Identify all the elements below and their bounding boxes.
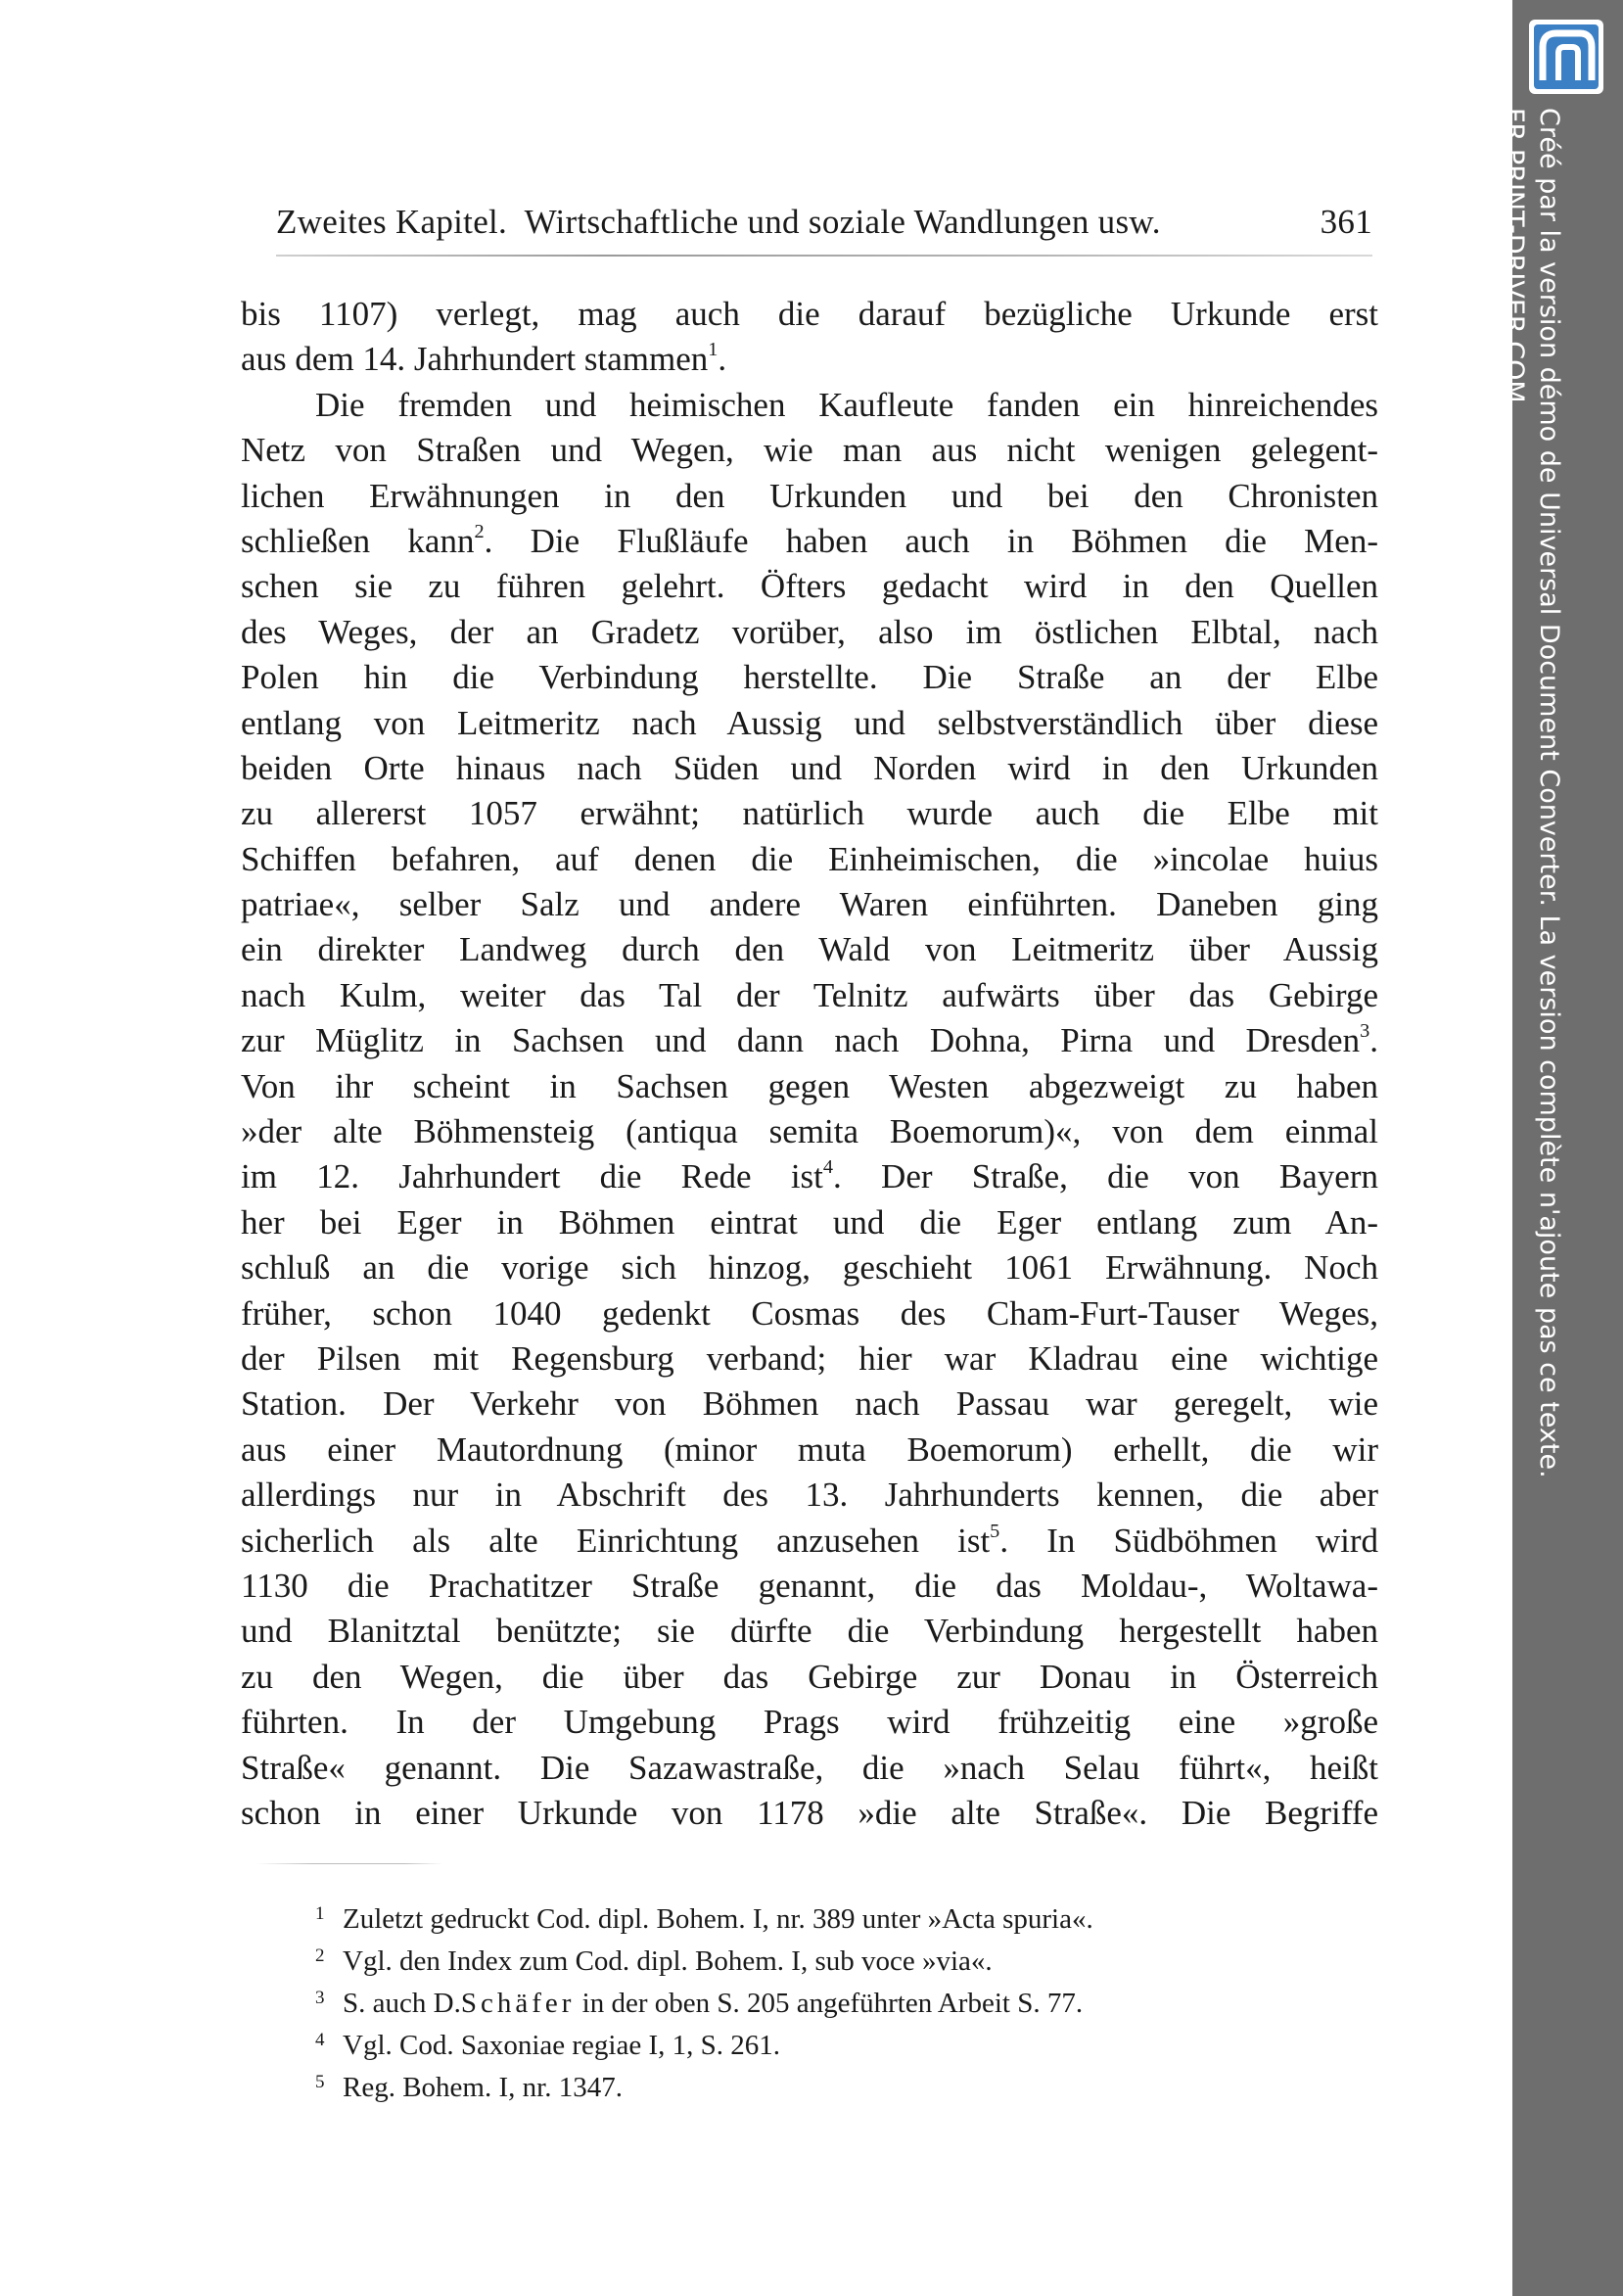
chapter-title: Zweites Kapitel. Wirtschaftliche und soziale Wandlungen usw. [276,203,1161,241]
running-head [276,203,1372,242]
footnote-ref: 2 [474,520,485,542]
text-line: schen sie zu führen gelehrt. Öfters gedacht wird in den Quellen [241,567,1378,606]
text-line: Schiffen befahren, auf denen die Einheimischen, die »incolae huius [241,839,1378,878]
text-line: der Pilsen mit Regensburg verband; hier war Kladrau eine wichtige [241,1338,1378,1378]
text-line: des Weges, der an Gradetz vorüber, also im östlichen Elbtal, nach [241,612,1378,651]
footnote-ref: 5 [990,1520,1000,1542]
text-line: Netz von Straßen und Wegen, wie man aus nicht wenigen gelegent- [241,431,1378,470]
footnote-marker: 3 [315,1988,325,2008]
footnote: 4 Vgl. Cod. Saxoniae regiae I, 1, S. 261. [315,2022,1382,2064]
text-line: schluß an die vorige sich hinzog, geschieht 1061 Erwähnung. Noch [241,1248,1378,1288]
text-line: führten. In der Umgebung Prags wird frühzeitig eine »große [241,1703,1378,1742]
text-line: aus einer Mautordnung (minor muta Boemorum) erhellt, die wir [241,1429,1378,1469]
text-line: zur Müglitz in Sachsen und dann nach Dohna, Pirna und Dresden$^3$. [241,1020,1378,1060]
text-line: Station. Der Verkehr von Böhmen nach Passau war geregelt, wie [241,1384,1378,1424]
text-line: Von ihr scheint in Sachsen gegen Westen abgezweigt zu haben [241,1066,1378,1105]
text-line: sicherlich als alte Einrichtung anzusehen ist$^5$. In Südböhmen wird [241,1520,1378,1560]
text-line: aus dem 14. Jahrhundert stammen$^1$. [241,339,727,379]
text-line: 1130 die Prachatitzer Straße genannt, die das Moldau-, Woltawa- [241,1566,1378,1605]
text-line: allerdings nur in Abschrift des 13. Jahrhunderts kennen, die aber [241,1476,1378,1515]
author-name: Schäfer [460,1988,576,2019]
watermark-text [1496,108,1566,1478]
udc-logo-icon [1527,18,1605,96]
text-line: Die fremden und heimischen Kaufleute fanden ein hinreichendes [315,385,1378,424]
text-line: im 12. Jahrhundert die Rede ist$^4$. Der Straße, die von Bayern [241,1156,1378,1196]
footnote-ref: 1 [708,339,719,361]
footnote-rule [256,1863,442,1864]
text-line: und Blanitztal benützte; sie dürfte die Verbindung hergestellt haben [241,1612,1378,1651]
header-rule [276,255,1372,257]
text-line: lichen Erwähnungen in den Urkunden und bei den Chronisten [241,476,1378,515]
footnote-marker: 4 [315,2030,325,2050]
text-line: nach Kulm, weiter das Tal der Telnitz aufwärts über das Gebirge [241,975,1378,1014]
text-line: entlang von Leitmeritz nach Aussig und selbstverständlich über diese [241,703,1378,742]
footnote: 5 Reg. Bohem. I, nr. 1347. [315,2064,1382,2106]
footnote-ref: 4 [822,1156,834,1179]
text-line: her bei Eger in Böhmen eintrat und die Eger entlang zum An- [241,1202,1378,1242]
text-line: früher, schon 1040 gedenkt Cosmas des Cham-Furt-Tauser Weges, [241,1293,1378,1333]
footnote-marker: 1 [315,1903,325,1924]
text-line: bis 1107) verlegt, mag auch die darauf bezügliche Urkunde erst [241,295,1378,333]
text-line: zu allererst 1057 erwähnt; natürlich wurde auch die Elbe mit [241,794,1378,833]
page-number: 361 [1320,203,1372,241]
text-line: Polen hin die Verbindung herstellte. Die Straße an der Elbe [241,658,1378,697]
footnote: 3 S. auch D.Schäfer in der oben S. 205 angeführten Arbeit S. 77. [315,1980,1382,2022]
footnote-ref: 3 [1360,1020,1370,1043]
text-line: schon in einer Urkunde von 1178 »die alte Straße«. Die Begriffe [241,1793,1378,1832]
footnote: 1 Zuletzt gedruckt Cod. dipl. Bohem. I, nr. 389 unter »Acta spuria«. [315,1896,1382,1938]
text-line: patriae«, selber Salz und andere Waren einführten. Daneben ging [241,885,1378,924]
watermark-line-1: Créé par la version démo de Universal Document Converter. La version complète n'ajoute pas ce texte. [1534,108,1564,1478]
text-line: ein direkter Landweg durch den Wald von Leitmeritz über Aussig [241,930,1378,969]
text-line: Straße« genannt. Die Sazawastraße, die »nach Selau führt«, heißt [241,1748,1378,1787]
text-line: schließen kann$^2$. Die Flußläufe haben auch in Böhmen die Men- [241,520,1378,560]
watermark-line-2: FR.PRINT-DRIVER.COM [1499,108,1529,403]
footnote: 2 Vgl. den Index zum Cod. dipl. Bohem. I, sub voce »via«. [315,1938,1382,1980]
body-text [241,292,1378,1836]
footnote-marker: 5 [315,2072,325,2092]
footnotes [315,1896,1382,2106]
footnote-marker: 2 [315,1945,325,1966]
text-line: zu den Wegen, die über das Gebirge zur Donau in Österreich [241,1657,1378,1696]
text-line: »der alte Böhmensteig (antiqua semita Boemorum)«, von dem einmal [241,1112,1378,1151]
text-line: beiden Orte hinaus nach Süden und Norden wird in den Urkunden [241,748,1378,787]
